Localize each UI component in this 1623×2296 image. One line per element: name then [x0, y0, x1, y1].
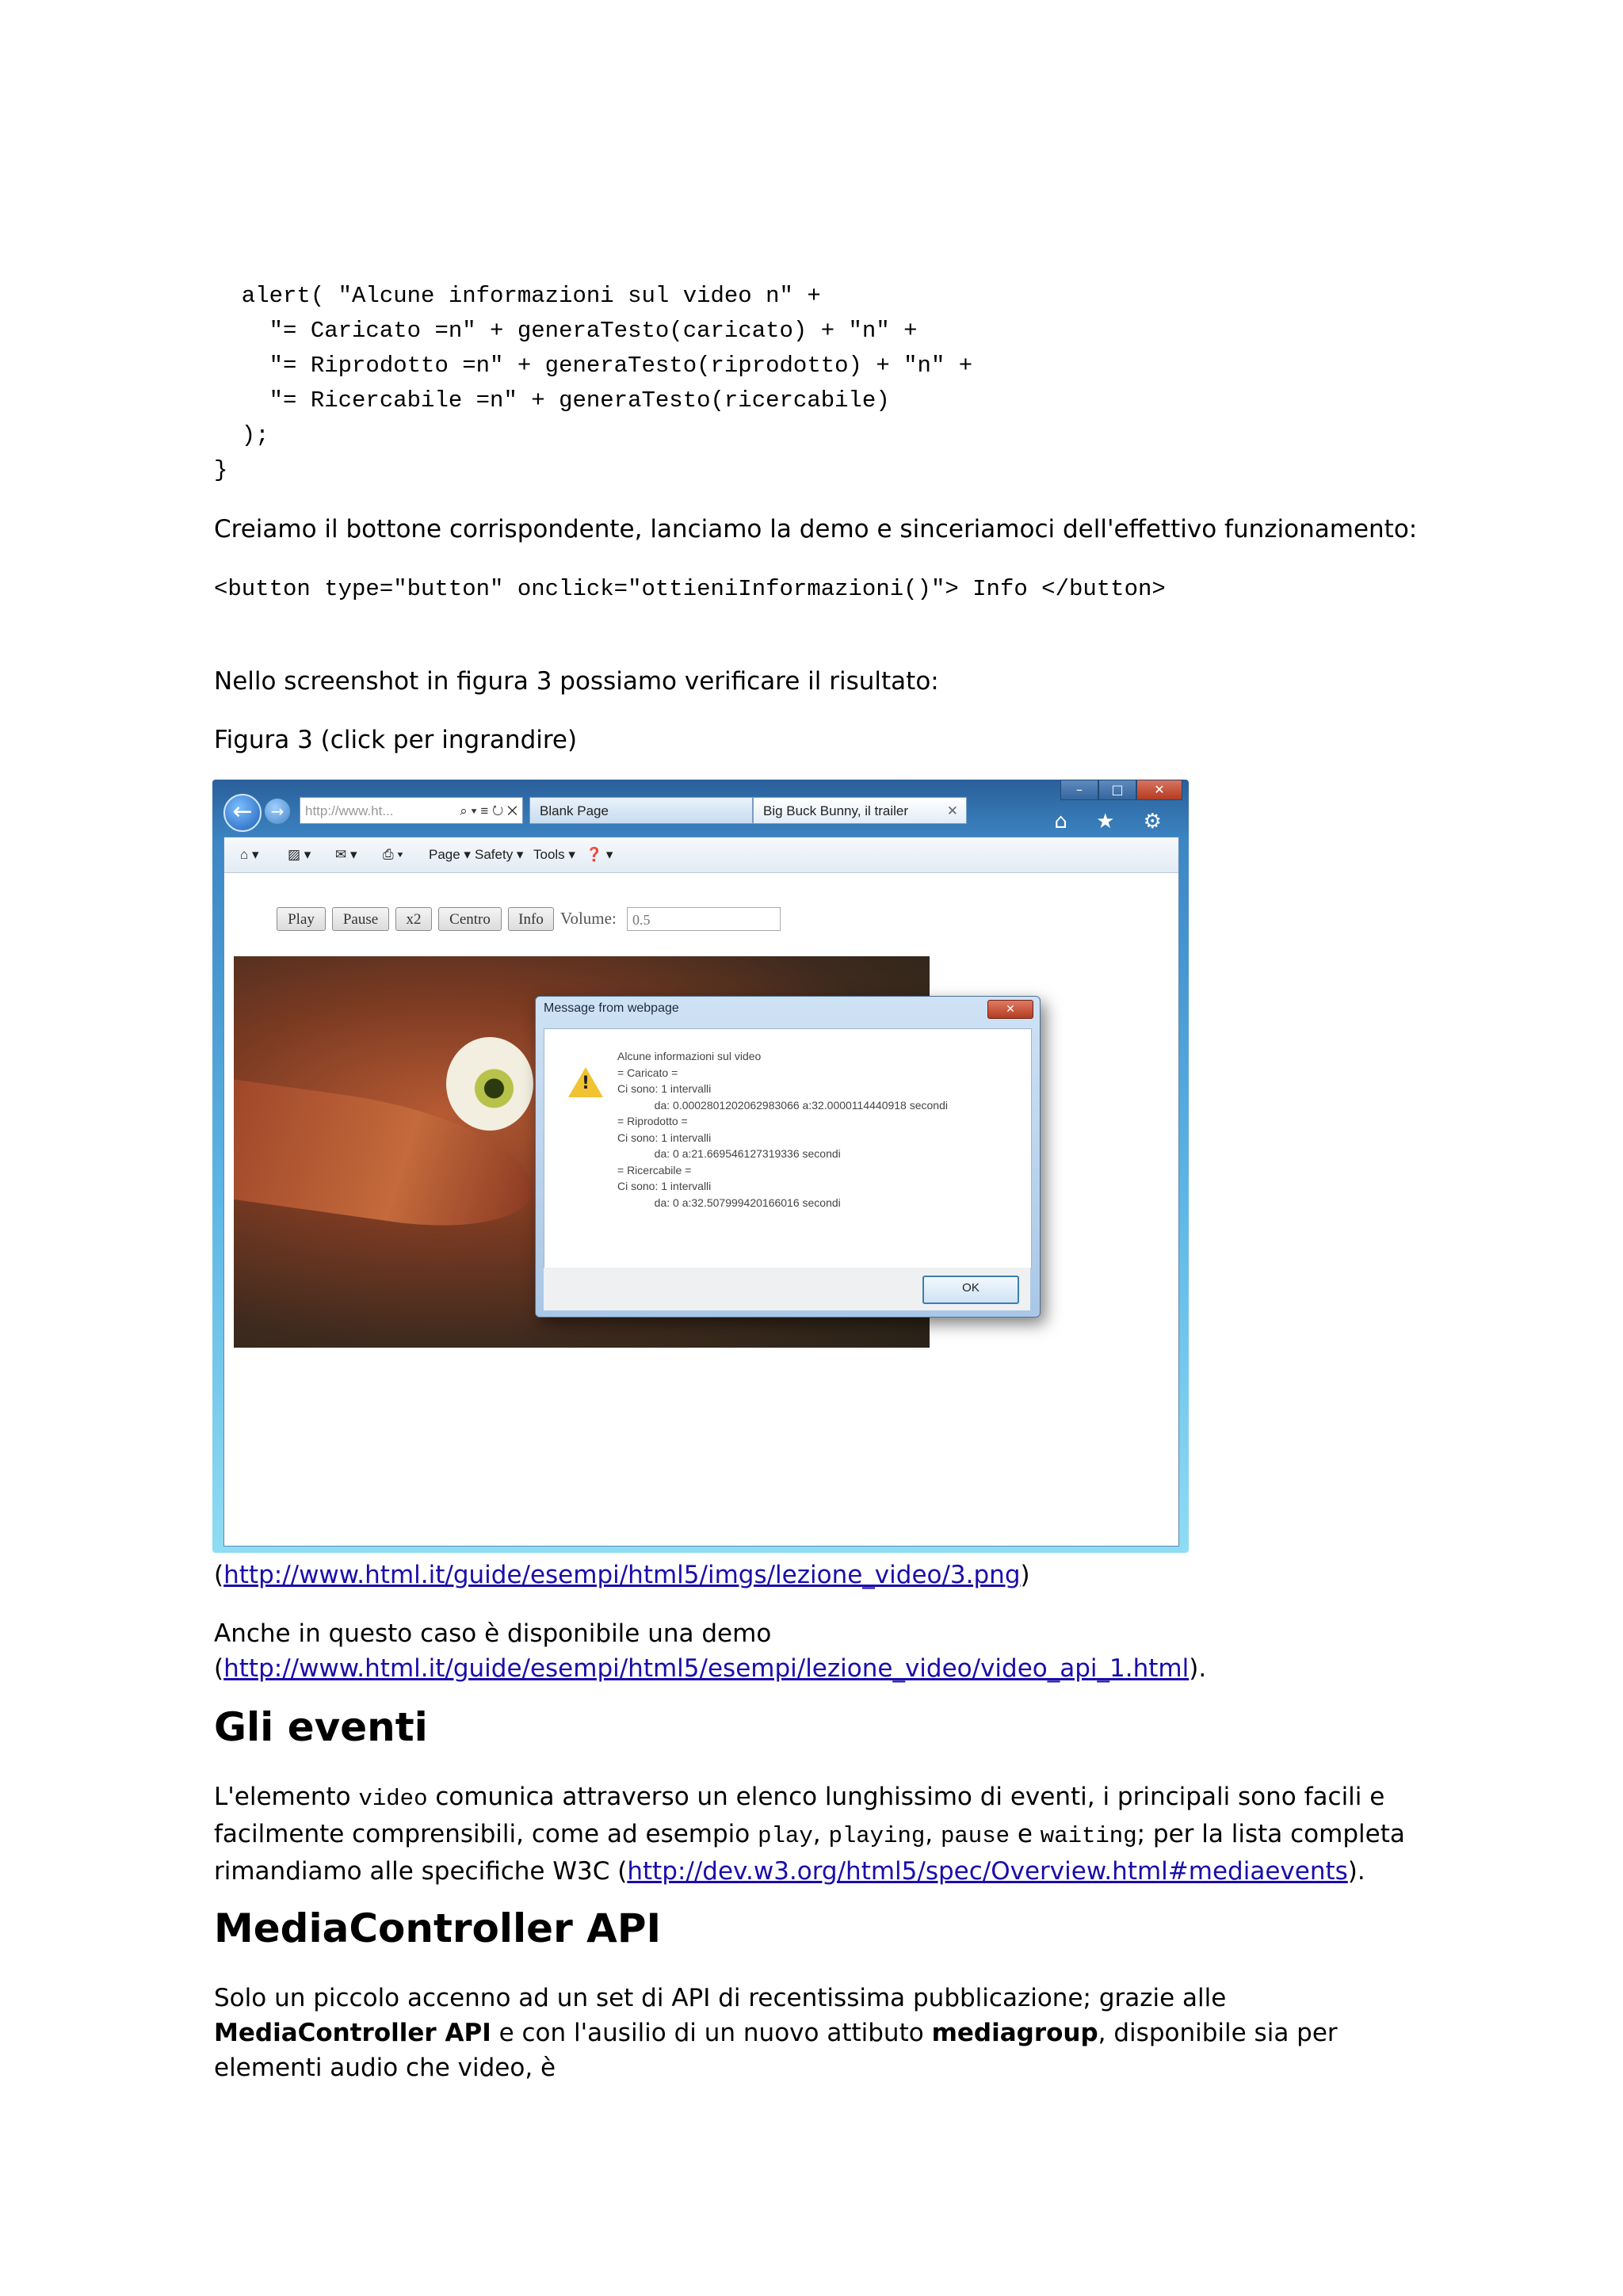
pause-button: Pause: [332, 907, 389, 931]
page-menu: Page ▾: [429, 847, 471, 862]
alert-dialog: [535, 996, 1041, 1318]
code-line: alert( "Alcune informazioni sul video n" +: [214, 283, 821, 309]
dialog-line: da: 0 a:32.507999420166016 secondi: [617, 1196, 841, 1209]
bold-mediacontroller-api: MediaController API: [214, 2019, 491, 2047]
w3c-spec-link[interactable]: http://dev.w3.org/html5/spec/Overview.html#mediaevents: [627, 1857, 1348, 1886]
demo-paragraph: [214, 1616, 1419, 1686]
image-link[interactable]: http://www.html.it/guide/esempi/html5/imgs/lezione_video/3.png: [223, 1561, 1021, 1589]
text: Solo un piccolo accenno ad un set di API di recentissima pubblicazione; grazie alle: [214, 1984, 1227, 2012]
window-controls: [1060, 780, 1182, 800]
tab-big-buck-bunny: [753, 797, 967, 824]
address-text: http://www.ht...: [305, 803, 394, 818]
code-waiting: waiting: [1040, 1823, 1137, 1849]
minimize-icon: –: [1060, 780, 1098, 800]
volume-label: Volume:: [560, 909, 617, 928]
feeds-icon: ▨ ▾: [288, 847, 311, 862]
text: L'elemento: [214, 1783, 359, 1811]
code-pause: pause: [941, 1823, 1010, 1849]
dialog-body: [544, 1028, 1032, 1269]
centro-button: Centro: [438, 907, 502, 931]
code-line: );: [214, 422, 269, 448]
maximize-icon: □: [1098, 780, 1136, 800]
code-play: play: [758, 1823, 813, 1849]
text: e con l'ausilio di un nuovo attibuto: [491, 2019, 932, 2047]
dialog-line: Ci sono: 1 intervalli: [617, 1082, 712, 1095]
demo-link[interactable]: http://www.html.it/guide/esempi/html5/esempi/lezione_video/video_api_1.html: [223, 1654, 1190, 1683]
code-video: video: [358, 1786, 428, 1812]
dialog-line: = Caricato =: [617, 1066, 678, 1079]
tab-label: Big Buck Bunny, il trailer: [763, 803, 908, 818]
code-playing: playing: [828, 1823, 926, 1849]
dialog-line: Alcune informazioni sul video: [617, 1050, 762, 1062]
window-close-icon: ✕: [1136, 780, 1182, 800]
dialog-message: [617, 1048, 948, 1211]
tools-menu: Tools ▾: [533, 847, 575, 862]
forward-arrow-icon: →: [265, 799, 290, 824]
dialog-line: da: 0 a:21.669546127319336 secondi: [617, 1147, 841, 1160]
dialog-footer: [544, 1268, 1030, 1310]
home-icon: ⌂ ▾: [240, 847, 259, 862]
paren-close: ).: [1189, 1654, 1207, 1683]
code-line: "= Caricato =n" + generaTesto(caricato) + "n" +: [214, 318, 918, 344]
dialog-line: Ci sono: 1 intervalli: [617, 1180, 712, 1192]
video-character-eye: [446, 1037, 533, 1131]
code-block-alert: [214, 244, 972, 523]
play-button: Play: [277, 907, 326, 931]
figure-3-screenshot[interactable]: [212, 780, 1189, 1553]
paragraph-screenshot-intro: Nello screenshot in figura 3 possiamo verificare il risultato:: [214, 667, 939, 696]
image-link-line: [214, 1558, 1419, 1592]
browser-content: [223, 837, 1179, 1547]
address-bar: [300, 797, 523, 824]
text: , disponibile sia per elementi audio che video, è: [214, 2019, 1338, 2082]
figure-caption: Figura 3 (click per ingrandire): [214, 726, 578, 754]
help-icon: ❓ ▾: [586, 847, 613, 862]
safety-menu: Safety ▾: [475, 847, 524, 862]
paren-open: (: [214, 1561, 224, 1589]
dialog-line: da: 0.0002801202062983066 a:32.0000114440918 secondi: [617, 1098, 948, 1112]
paragraph-button-intro: Creiamo il bottone corrispondente, lanciamo la demo e sinceriamoci dell'effettivo funzionamento:: [214, 515, 1418, 543]
code-line: "= Ricercabile =n" + generaTesto(ricercabile): [214, 387, 890, 414]
toolbar-icons: ⌂ ★ ⚙: [1054, 810, 1173, 833]
ok-button: OK: [922, 1276, 1019, 1304]
events-paragraph: [214, 1779, 1419, 1889]
command-bar: [224, 837, 1178, 873]
address-icons: ⌕ ▾ ≡ ↻ ✕: [460, 803, 517, 818]
volume-input: 0.5: [627, 907, 781, 931]
tab-label: Blank Page: [540, 803, 609, 818]
dialog-line: Ci sono: 1 intervalli: [617, 1131, 712, 1144]
warning-exclamation: !: [582, 1074, 590, 1093]
text: ; per la lista completa rimandiamo alle specifiche W3C (: [214, 1820, 1405, 1886]
text: ).: [1347, 1857, 1365, 1886]
mediacontroller-paragraph: [214, 1981, 1419, 2085]
text: comunica attraverso un elenco lunghissimo di eventi, i principali sono facili e facilmente comprensibili, come ad esempio: [214, 1783, 1385, 1848]
dialog-title: Message from webpage: [544, 1001, 679, 1015]
bold-mediagroup: mediagroup: [931, 2019, 1098, 2047]
text: e: [1010, 1820, 1041, 1848]
print-icon: ⎙ ▾: [383, 847, 403, 862]
tab-close-icon: ✕: [946, 803, 958, 818]
back-arrow-icon: ←: [223, 794, 262, 832]
heading-mediacontroller: MediaController API: [214, 1905, 662, 1951]
heading-events: Gli eventi: [214, 1704, 428, 1750]
x2-button: x2: [395, 907, 432, 931]
code-block-button: <button type="button" onclick="ottieniInformazioni()"> Info </button>: [214, 576, 1166, 602]
demo-text: Anche in questo caso è disponibile una demo: [214, 1619, 772, 1648]
code-line: "= Riprodotto =n" + generaTesto(riprodotto) + "n" +: [214, 353, 973, 379]
text: ,: [925, 1820, 941, 1848]
code-line: }: [214, 457, 228, 483]
dialog-line: = Riprodotto =: [617, 1115, 688, 1127]
dialog-line: = Ricercabile =: [617, 1163, 692, 1177]
tab-blank-page: [529, 797, 753, 824]
info-button: Info: [508, 907, 554, 931]
paren-close: ): [1020, 1561, 1030, 1589]
mail-icon: ✉ ▾: [335, 847, 357, 862]
text: ,: [812, 1820, 829, 1848]
dialog-close-icon: ✕: [987, 1000, 1033, 1019]
paren-open: (: [214, 1654, 224, 1683]
